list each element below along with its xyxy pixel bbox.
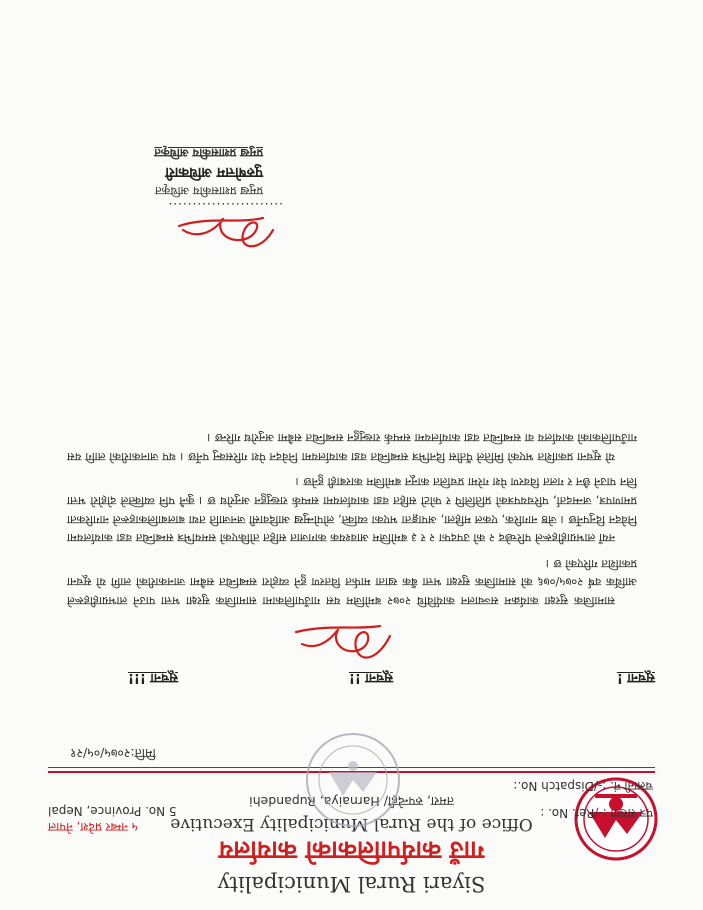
signer-post: प्रमुख प्रशासकीय अधिकृत bbox=[155, 184, 263, 198]
body-paragraph: यो सूचना प्रकाशित भएको मितिले पैंतीस दिनभित्र सम्बन्धित वडा कार्यालयमा निवेदन पेश गरिसक्नु पर्नेछ । थप जानकारीको लागि यस गाउँपालिकाको कार्यालय वा सम्बन्धित वडा कार्यालयमा सम्पर्क राख्नुहुन सम्बन्धित सबैमा अनुरोध गरिन्छ । bbox=[67, 431, 637, 464]
signature-line: ........................ bbox=[167, 200, 283, 214]
body-paragraph: नयाँ लाभग्राहीहरूले परिच्छेद २ को उपदफा २ र ३ बमोजिम आवश्यक कागजात सहित तोकिएको समयभित्र सम्बन्धित वडा कार्यालयमा निवेदन दिनुपर्नेछ । जेष्ठ नागरिक, एकल महिला, अपाङ्गता भएका व्यक्ति, लोपोन्मुख आदिवासी जनजाति तथा बालबालिकाहरूले नागरिकता प्रमाणपत्र, जन्मदर्ता, परिचयपत्रको प्रतिलिपि र फोटो सहित वडा कार्यालयमा सम्पर्क राख्नुहुन अनुरोध छ । कुनै पनि व्यक्तिले दोहोरो भत्ता लिन पाउने छैन र गलत विवरण पेश गरेमा प्रचलित कानून बमोजिम कारबाही हुनेछ । bbox=[67, 475, 637, 546]
municipality-name-en: Siyari Rural Municipality bbox=[217, 872, 486, 896]
office-title-en: Office of the Rural Municipality Executive bbox=[170, 814, 533, 834]
subject-notice-1: सूचना ! bbox=[616, 670, 655, 685]
dispatch-number: चलानी नं. :-/Dispatch No.: bbox=[513, 779, 653, 793]
body-paragraph: सामाजिक सुरक्षा कार्यक्रम सञ्चालन कार्यविधि २०७२ बमोजिम यस गाउँपालिकामा सामाजिक सुरक्षा भत्ता पाउने लाभग्राहीहरूले आर्थिक वर्ष २०७५/०७६ को सामाजिक सुरक्षा भत्ता बैंक खाता मार्फत वितरण हुने व्यहोरा सम्बन्धित सबैमा जानकारीको लागि यो सूचना प्रकाशित गरिएको छ । bbox=[67, 556, 637, 608]
signature-bottom bbox=[173, 208, 283, 260]
province-np: ५ नम्बर प्रदेश, नेपाल bbox=[48, 820, 138, 834]
letter-date: मिति:२०७५/०५/२१ bbox=[70, 746, 156, 761]
signer-name: पुरुषोत्तम अधिकारी bbox=[165, 164, 263, 180]
office-address: तमरा, रुपन्देही/ Harnaiya, Rupandehi bbox=[249, 794, 454, 809]
office-seal-stamp bbox=[303, 730, 403, 830]
ref-number: पत्र संख्या :-/Ref. No. : bbox=[540, 806, 653, 820]
office-title-np: गाउँ कार्यपालिकाको कार्यालय bbox=[218, 836, 485, 865]
province-en: 5 No. Province, Nepal bbox=[48, 804, 177, 818]
signature-top bbox=[288, 618, 398, 670]
notice-body bbox=[67, 422, 637, 610]
signer-title: प्रमुख प्रशासकीय अधिकृत bbox=[154, 146, 263, 160]
subject-notice-2: सूचना !! bbox=[348, 670, 393, 685]
subject-notice-3: सूचना !!! bbox=[128, 670, 178, 685]
